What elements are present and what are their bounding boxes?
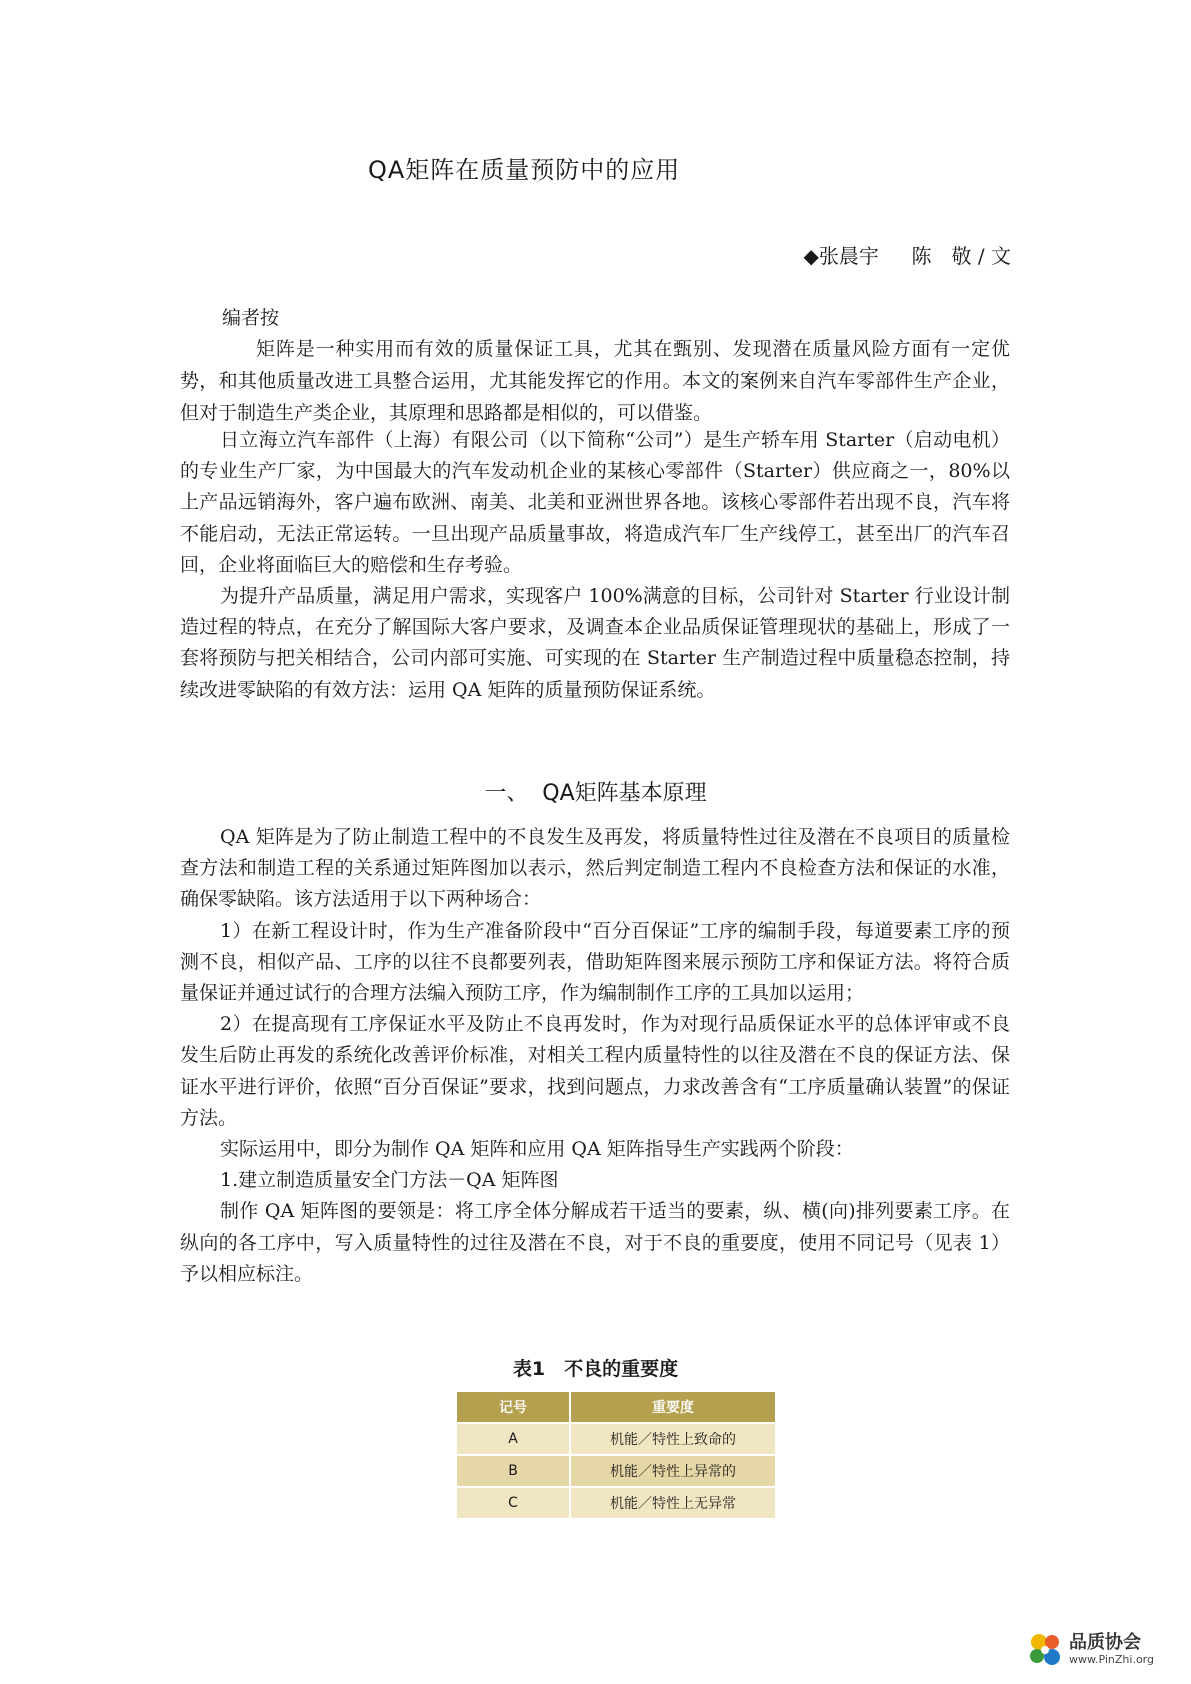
logo-flower-icon <box>1025 1630 1065 1670</box>
table-cell-code: B <box>457 1455 570 1487</box>
logo-url: www.PinZhi.org <box>1069 1653 1154 1666</box>
watermark-logo <box>1025 1626 1175 1674</box>
editor-note-text: 矩阵是一种实用而有效的质量保证工具，尤其在甄别、发现潜在质量风险方面有一定优势，和其他质量改进工具整合运用，尤其能发挥它的作用。本文的案例来自汽车零部件生产企业，但对于制造生产类企业，其原理和思路都是相似的，可以借鉴。 <box>180 338 1010 424</box>
table-cell-importance: 机能／特性上异常的 <box>570 1455 775 1487</box>
editor-note-label: 编者按 <box>222 307 280 329</box>
section1-paragraph-2: 1）在新工程设计时，作为生产准备阶段中“百分百保证”工序的编制手段，每道要素工序的预测不良，相似产品、工序的以往不良都要列表，借助矩阵图来展示预防工序和保证方法。将符合质量保证并通过试行的合理方法编入预防工序，作为编制制作工序的工具加以运用； <box>180 919 1010 1005</box>
table-cell-code: A <box>457 1423 570 1455</box>
section1-paragraph-1: QA 矩阵是为了防止制造工程中的不良发生及再发，将质量特性过往及潜在不良项目的质量检查方法和制造工程的关系通过矩阵图加以表示，然后判定制造工程内不良检查方法和保证的水准，确保零缺陷。该方法适用于以下两种场合： <box>180 826 1010 911</box>
table-header-row <box>457 1392 775 1423</box>
byline: ◆张晨宇 陈 敬 / 文 <box>803 244 1011 268</box>
intro-section <box>180 425 1010 706</box>
table-row <box>457 1455 775 1487</box>
table-caption: 表1 不良的重要度 <box>512 1358 679 1380</box>
section1-paragraph-3: 2）在提高现有工序保证水平及防止不良再发时，作为对现行品质保证水平的总体评审或不良发生后防止再发的系统化改善评价标准，对相关工程内质量特性的以往及潜在不良的保证方法、保证水平进行评价，依照“百分百保证”要求，找到问题点，力求改善含有“工序质量确认装置”的保证方法。 <box>180 1013 1010 1129</box>
importance-table <box>457 1392 775 1520</box>
section-heading: 一、 QA矩阵基本原理 <box>484 781 707 806</box>
logo-text: 品质协会 <box>1069 1632 1141 1653</box>
section1-paragraph-4: 实际运用中，即分为制作 QA 矩阵和应用 QA 矩阵指导生产实践两个阶段： <box>220 1138 854 1161</box>
page-title: QA矩阵在质量预防中的应用 <box>368 156 681 184</box>
table-cell-importance: 机能／特性上致命的 <box>570 1423 775 1455</box>
intro-paragraph-1: 日立海立汽车部件（上海）有限公司（以下简称“公司”）是生产轿车用 Starter（启动电机）的专业生产厂家，为中国最大的汽车发动机企业的某核心零部件（Starter）供应商之一，80%以上产品远销海外，客户遍布欧洲、南美、北美和亚洲世界各地。该核心零部件若出现不良，汽车将不能启动，无法正常运转。一旦出现产品质量事故，将造成汽车厂生产线停工，甚至出厂的汽车召回，企业将面临巨大的赔偿和生存考验。 <box>180 429 1010 576</box>
table-row <box>457 1487 775 1519</box>
table-header-code: 记号 <box>457 1392 570 1423</box>
table-cell-code: C <box>457 1487 570 1519</box>
intro-paragraph-2: 为提升产品质量，满足用户需求，实现客户 100%满意的目标，公司针对 Starter 行业设计制造过程的特点，在充分了解国际大客户要求，及调查本企业品质保证管理现状的基础上，形成了一套将预防与把关相结合，公司内部可实施、可实现的在 Starter 生产制造过程中质量稳态控制，持续改进零缺陷的有效方法：运用 QA 矩阵的质量预防保证系统。 <box>180 585 1010 701</box>
table-header-importance: 重要度 <box>570 1392 775 1423</box>
section1-paragraph-5: 1.建立制造质量安全门方法－QA 矩阵图 <box>220 1169 559 1192</box>
section1-paragraph-6: 制作 QA 矩阵图的要领是：将工序全体分解成若干适当的要素，纵、横(向)排列要素工序。在纵向的各工序中，写入质量特性的过往及潜在不良，对于不良的重要度，使用不同记号（见表 1）予以相应标注。 <box>180 1200 1010 1285</box>
section1-body <box>180 822 1010 1290</box>
table-cell-importance: 机能／特性上无异常 <box>570 1487 775 1519</box>
table-row <box>457 1423 775 1455</box>
